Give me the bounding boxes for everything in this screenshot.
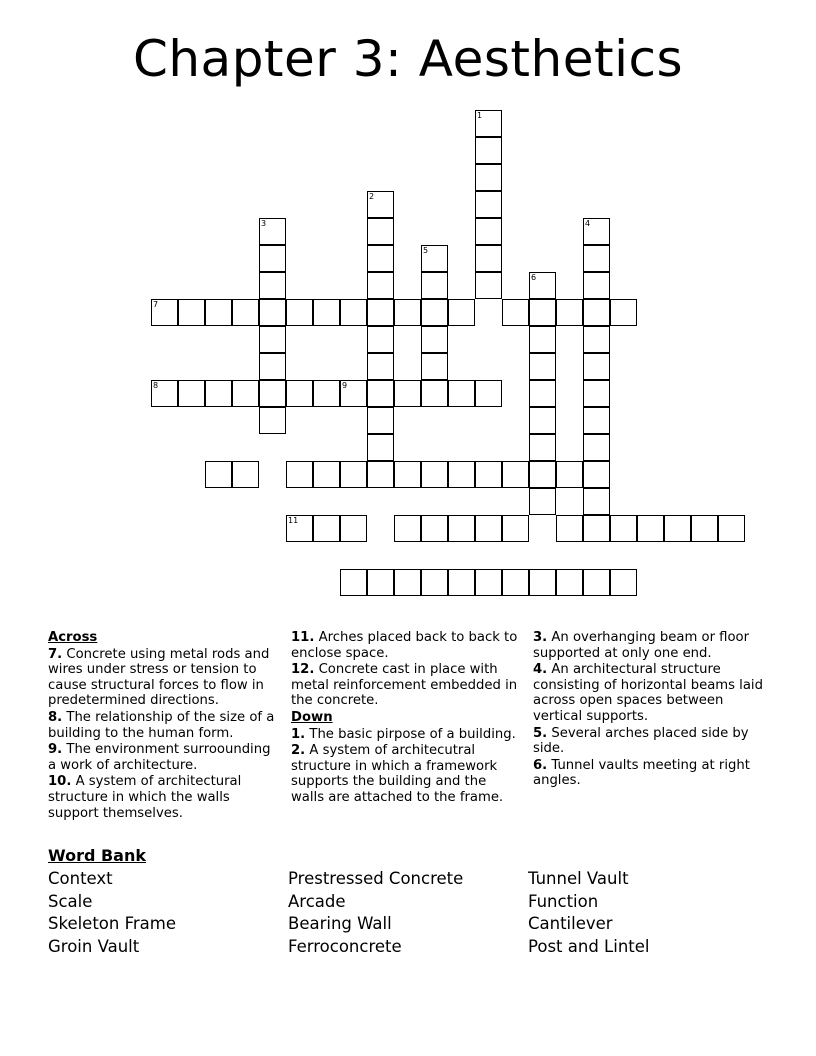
clue-across-8 xyxy=(48,710,282,741)
word-bank-item: Bearing Wall xyxy=(288,914,392,933)
grid-cell[interactable] xyxy=(529,353,556,380)
grid-cell[interactable] xyxy=(259,218,286,245)
cell-number: 9 xyxy=(342,381,348,390)
grid-cell[interactable] xyxy=(421,380,448,407)
grid-cell[interactable] xyxy=(529,488,556,515)
grid-cell[interactable] xyxy=(475,272,502,299)
grid-cell[interactable] xyxy=(691,515,718,542)
clue-down-2 xyxy=(291,743,521,805)
clue-number: 5. xyxy=(533,725,548,741)
grid-cell[interactable] xyxy=(583,434,610,461)
grid-cell[interactable] xyxy=(394,380,421,407)
clue-down-4 xyxy=(533,662,771,724)
clue-text: Concrete using metal rods and wires under stress or tension to cause structural forces to flow in predetermined directions. xyxy=(48,646,270,709)
grid-cell[interactable] xyxy=(448,299,475,326)
grid-cell[interactable] xyxy=(259,353,286,380)
grid-cell[interactable] xyxy=(232,299,259,326)
clue-number: 1. xyxy=(291,726,306,742)
clue-text: Arches placed back to back to enclose space. xyxy=(291,630,518,661)
grid-cell[interactable] xyxy=(529,461,556,488)
grid-cell[interactable] xyxy=(583,299,610,326)
grid-cell[interactable] xyxy=(718,515,745,542)
grid-cell[interactable] xyxy=(259,272,286,299)
grid-cell[interactable] xyxy=(475,110,502,137)
grid-cell[interactable] xyxy=(205,461,232,488)
clue-number: 9. xyxy=(48,742,63,758)
grid-cell[interactable] xyxy=(286,515,313,542)
clue-number: 6. xyxy=(533,757,548,773)
grid-cell[interactable] xyxy=(475,515,502,542)
grid-cell[interactable] xyxy=(583,461,610,488)
word-bank-item: Scale xyxy=(48,892,93,911)
grid-cell[interactable] xyxy=(340,569,367,596)
grid-cell[interactable] xyxy=(178,380,205,407)
grid-cell[interactable] xyxy=(529,380,556,407)
clue-number: 8. xyxy=(48,709,63,725)
grid-cell[interactable] xyxy=(259,326,286,353)
grid-cell[interactable] xyxy=(583,488,610,515)
grid-cell[interactable] xyxy=(529,326,556,353)
grid-cell[interactable] xyxy=(475,218,502,245)
cell-number: 5 xyxy=(423,246,429,255)
grid-cell[interactable] xyxy=(583,380,610,407)
grid-cell[interactable] xyxy=(340,299,367,326)
clue-number: 4. xyxy=(533,662,548,678)
word-bank-item: Groin Vault xyxy=(48,937,140,956)
grid-cell[interactable] xyxy=(556,569,583,596)
grid-cell[interactable] xyxy=(529,569,556,596)
clue-number: 11. xyxy=(291,630,315,645)
clue-across-9 xyxy=(48,742,282,773)
grid-cell[interactable] xyxy=(394,569,421,596)
grid-cell[interactable] xyxy=(529,434,556,461)
down-heading: Down xyxy=(291,709,333,725)
grid-cell[interactable] xyxy=(394,461,421,488)
page-title: Chapter 3: Aesthetics xyxy=(132,30,684,88)
cell-number: 7 xyxy=(153,300,159,309)
cell-number: 6 xyxy=(531,273,537,282)
grid-cell[interactable] xyxy=(448,515,475,542)
grid-cell[interactable] xyxy=(583,272,610,299)
grid-cell[interactable] xyxy=(556,299,583,326)
grid-cell[interactable] xyxy=(475,380,502,407)
cell-number: 1 xyxy=(477,111,483,120)
grid-cell[interactable] xyxy=(421,326,448,353)
clue-down-5 xyxy=(533,726,771,757)
clue-number: 10. xyxy=(48,774,72,790)
grid-cell[interactable] xyxy=(367,272,394,299)
clue-down-1 xyxy=(291,727,521,743)
grid-cell[interactable] xyxy=(313,299,340,326)
clue-text: An architectural structure consisting of horizontal beams laid across open spaces between vertical supports. xyxy=(533,662,763,724)
grid-cell[interactable] xyxy=(205,380,232,407)
grid-cell[interactable] xyxy=(259,407,286,434)
clue-down-6 xyxy=(533,758,771,789)
grid-cell[interactable] xyxy=(421,272,448,299)
grid-cell[interactable] xyxy=(367,299,394,326)
grid-cell[interactable] xyxy=(259,245,286,272)
clue-across-12 xyxy=(291,662,521,709)
grid-cell[interactable] xyxy=(448,569,475,596)
clue-text: Concrete cast in place with metal reinforcement embedded in the concrete. xyxy=(291,662,518,709)
grid-cell[interactable] xyxy=(394,515,421,542)
grid-cell[interactable] xyxy=(367,380,394,407)
grid-cell[interactable] xyxy=(178,299,205,326)
clue-number: 12. xyxy=(291,662,315,678)
grid-cell[interactable] xyxy=(232,461,259,488)
grid-cell[interactable] xyxy=(502,515,529,542)
grid-cell[interactable] xyxy=(637,515,664,542)
grid-cell[interactable] xyxy=(367,461,394,488)
cell-number: 11 xyxy=(288,516,299,525)
grid-cell[interactable] xyxy=(583,407,610,434)
grid-cell[interactable] xyxy=(286,461,313,488)
grid-cell[interactable] xyxy=(421,353,448,380)
grid-cell[interactable] xyxy=(556,515,583,542)
grid-cell[interactable] xyxy=(502,299,529,326)
grid-cell[interactable] xyxy=(394,299,421,326)
cell-number: 2 xyxy=(369,192,375,201)
clue-text: The relationship of the size of a building to the human form. xyxy=(48,709,275,741)
clue-column-2 xyxy=(291,630,521,807)
grid-cell[interactable] xyxy=(232,380,259,407)
grid-cell[interactable] xyxy=(529,407,556,434)
grid-cell[interactable] xyxy=(340,515,367,542)
grid-cell[interactable] xyxy=(313,380,340,407)
grid-cell[interactable] xyxy=(502,461,529,488)
grid-cell[interactable] xyxy=(340,380,367,407)
grid-cell[interactable] xyxy=(475,164,502,191)
grid-cell[interactable] xyxy=(583,245,610,272)
clue-column-1 xyxy=(48,630,282,822)
word-bank-item: Function xyxy=(528,892,599,911)
grid-cell[interactable] xyxy=(475,461,502,488)
grid-cell[interactable] xyxy=(583,353,610,380)
word-bank-item: Skeleton Frame xyxy=(48,914,177,933)
grid-cell[interactable] xyxy=(583,569,610,596)
grid-cell[interactable] xyxy=(448,380,475,407)
grid-cell[interactable] xyxy=(583,218,610,245)
clue-across-11 xyxy=(291,630,521,661)
grid-cell[interactable] xyxy=(367,434,394,461)
clue-number: 3. xyxy=(533,630,548,645)
word-bank-item: Context xyxy=(48,869,113,888)
grid-cell[interactable] xyxy=(421,569,448,596)
cell-number: 4 xyxy=(585,219,591,228)
clue-text: Several arches placed side by side. xyxy=(533,725,749,757)
grid-cell[interactable] xyxy=(448,461,475,488)
grid-cell[interactable] xyxy=(475,191,502,218)
grid-cell[interactable] xyxy=(529,272,556,299)
grid-cell[interactable] xyxy=(367,191,394,218)
grid-cell[interactable] xyxy=(367,353,394,380)
grid-cell[interactable] xyxy=(367,218,394,245)
clue-column-3 xyxy=(533,630,771,790)
grid-cell[interactable] xyxy=(340,461,367,488)
grid-cell[interactable] xyxy=(475,137,502,164)
clue-text: An overhanging beam or floor supported at only one end. xyxy=(533,630,750,661)
word-bank-item: Post and Lintel xyxy=(528,937,650,956)
grid-cell[interactable] xyxy=(286,380,313,407)
grid-cell[interactable] xyxy=(502,569,529,596)
grid-cell[interactable] xyxy=(313,461,340,488)
clue-across-7 xyxy=(48,647,282,709)
word-bank-item: Tunnel Vault xyxy=(528,869,629,888)
grid-cell[interactable] xyxy=(367,245,394,272)
grid-cell[interactable] xyxy=(421,461,448,488)
word-bank-title: Word Bank xyxy=(48,846,147,865)
grid-cell[interactable] xyxy=(205,299,232,326)
grid-cell[interactable] xyxy=(286,299,313,326)
grid-cell[interactable] xyxy=(475,245,502,272)
grid-cell[interactable] xyxy=(610,569,637,596)
grid-cell[interactable] xyxy=(421,299,448,326)
across-heading: Across xyxy=(48,630,98,645)
clue-text: The environment surroounding a work of architecture. xyxy=(48,742,271,773)
grid-cell[interactable] xyxy=(421,245,448,272)
clue-number: 7. xyxy=(48,646,63,662)
grid-cell[interactable] xyxy=(556,461,583,488)
grid-cell[interactable] xyxy=(475,569,502,596)
grid-cell[interactable] xyxy=(367,326,394,353)
word-bank-item: Ferroconcrete xyxy=(288,937,402,956)
grid-cell[interactable] xyxy=(583,326,610,353)
cell-number: 3 xyxy=(261,219,267,228)
grid-cell[interactable] xyxy=(151,380,178,407)
grid-cell[interactable] xyxy=(610,515,637,542)
grid-cell[interactable] xyxy=(259,299,286,326)
word-bank-item: Arcade xyxy=(288,892,346,911)
grid-cell[interactable] xyxy=(259,380,286,407)
clue-number: 2. xyxy=(291,743,306,759)
clue-across-10 xyxy=(48,774,282,821)
clue-text: A system of architectural structure in which the walls support themselves. xyxy=(48,774,242,821)
grid-cell[interactable] xyxy=(529,299,556,326)
cell-number: 8 xyxy=(153,381,159,390)
grid-cell[interactable] xyxy=(664,515,691,542)
clue-down-3 xyxy=(533,630,771,661)
clue-text: Tunnel vaults meeting at right angles. xyxy=(533,757,750,789)
word-bank-item: Cantilever xyxy=(528,914,613,933)
grid-cell[interactable] xyxy=(610,299,637,326)
grid-cell[interactable] xyxy=(313,515,340,542)
grid-cell[interactable] xyxy=(421,515,448,542)
clue-text: A system of architecutral structure in which a framework supports the building and the walls are attached to the frame. xyxy=(291,743,504,805)
grid-cell[interactable] xyxy=(367,569,394,596)
grid-cell[interactable] xyxy=(367,407,394,434)
grid-cell[interactable] xyxy=(583,515,610,542)
word-bank-item: Prestressed Concrete xyxy=(288,869,464,888)
grid-cell[interactable] xyxy=(151,299,178,326)
clue-text: The basic pirpose of a building. xyxy=(309,726,516,742)
